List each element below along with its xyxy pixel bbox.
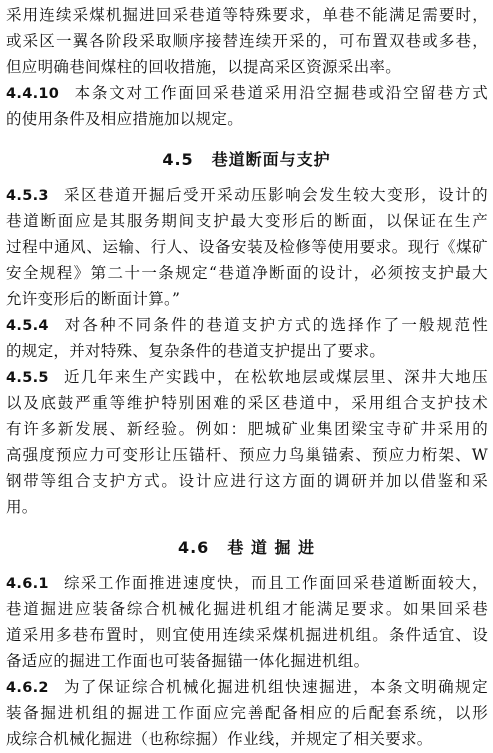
paragraph-line: 但应明确巷间煤柱的回收措施，以提高采区资源采出率。 — [6, 58, 402, 76]
clause-number: 4.5.4 — [6, 318, 49, 334]
paragraph-line: 成综合机械化掘进（也称综掘）作业线，并规定了相关要求。 — [6, 730, 433, 748]
paragraph-line: 采用连续采煤机掘进回采巷道等特殊要求，单巷不能满足需要时， — [6, 6, 488, 24]
clause-text: 本条文对工作面回采巷道采用沿空掘巷或沿空留巷方式 — [73, 84, 488, 102]
clause-4-5-5-first-line — [6, 364, 488, 390]
clause-text: 综采工作面推进速度快，而且工作面回采巷道断面较大， — [62, 574, 488, 592]
paragraph-line: 巷道掘进应装备综合机械化掘进机组才能满足要求。如果回采巷 — [6, 600, 488, 618]
clause-number: 4.6.1 — [6, 576, 49, 592]
paragraph-line: 以及底鼓严重等维护特别困难的采区巷道中，采用组合支护技术 — [6, 394, 488, 412]
clause-4-5-3-first-line — [6, 182, 488, 208]
clause-4-5-4-first-line — [6, 312, 488, 338]
paragraph-line: 的使用条件及相应措施加以规定。 — [6, 110, 244, 128]
clause-4-6-2-first-line — [6, 674, 488, 700]
paragraph-line: 的规定，并对特殊、复杂条件的巷道支护提出了要求。 — [6, 342, 386, 360]
paragraph-line: 用。 — [6, 498, 38, 516]
section-number: 4.5 — [162, 150, 194, 169]
paragraph-line: 高强度预应力可变形让压锚杆、预应力鸟巢锚索、预应力桁架、W — [6, 446, 488, 464]
clause-4-6-1-first-line — [6, 570, 488, 596]
section-title: 巷道断面与支护 — [211, 150, 331, 169]
clause-text: 对各种不同条件的巷道支护方式的选择作了一般规范性 — [62, 316, 488, 334]
clause-text: 为了保证综合机械化掘进机组快速掘进，本条文明确规定 — [62, 678, 488, 696]
paragraph-line: 装备掘进机组的掘进工作面应完善配备相应的后配套系统，以形 — [6, 704, 488, 722]
clause-number: 4.5.5 — [6, 370, 49, 386]
paragraph-line: 允许变形后的断面计算。” — [6, 290, 181, 308]
paragraph-line: 巷道断面应是其服务期间支护最大变形后的断面，以保证在生产 — [6, 212, 488, 230]
section-heading-4-6 — [0, 534, 493, 562]
clause-text: 采区巷道开掘后受开采动压影响会发生较大变形，设计的 — [62, 186, 488, 204]
section-number: 4.6 — [177, 538, 210, 557]
clause-text: 近几年来生产实践中，在松软地层或煤层里、深井大地压 — [62, 368, 488, 386]
clause-number: 4.6.2 — [6, 680, 49, 696]
clause-number: 4.4.10 — [6, 86, 60, 102]
paragraph-line: 有许多新发展、新经验。例如：肥城矿业集团梁宝寺矿井采用的 — [6, 420, 488, 438]
paragraph-line: 过程中通风、运输、行人、设备安装及检修等使用要求。现行《煤矿 — [6, 238, 488, 256]
paragraph-line: 道采用多巷布置时，则宜使用连续采煤机掘进机组。条件适宜、设 — [6, 626, 488, 644]
clause-4-4-10-first-line — [6, 80, 488, 106]
paragraph-line: 或采区一翼各阶段采取顺序接替连续开采的，可布置双巷或多巷， — [6, 32, 488, 50]
clause-number: 4.5.3 — [6, 188, 49, 204]
section-title: 巷 道 掘 进 — [227, 538, 316, 557]
paragraph-line: 备适应的掘进工作面也可装备掘锚一体化掘进机组。 — [6, 652, 370, 670]
paragraph-line: 钢带等组合支护方式。设计应进行这方面的调研并加以借鉴和采 — [6, 472, 488, 490]
section-heading-4-5 — [0, 146, 493, 174]
paragraph-line: 安全规程》第二十一条规定“巷道净断面的设计，必须按支护最大 — [6, 264, 488, 282]
